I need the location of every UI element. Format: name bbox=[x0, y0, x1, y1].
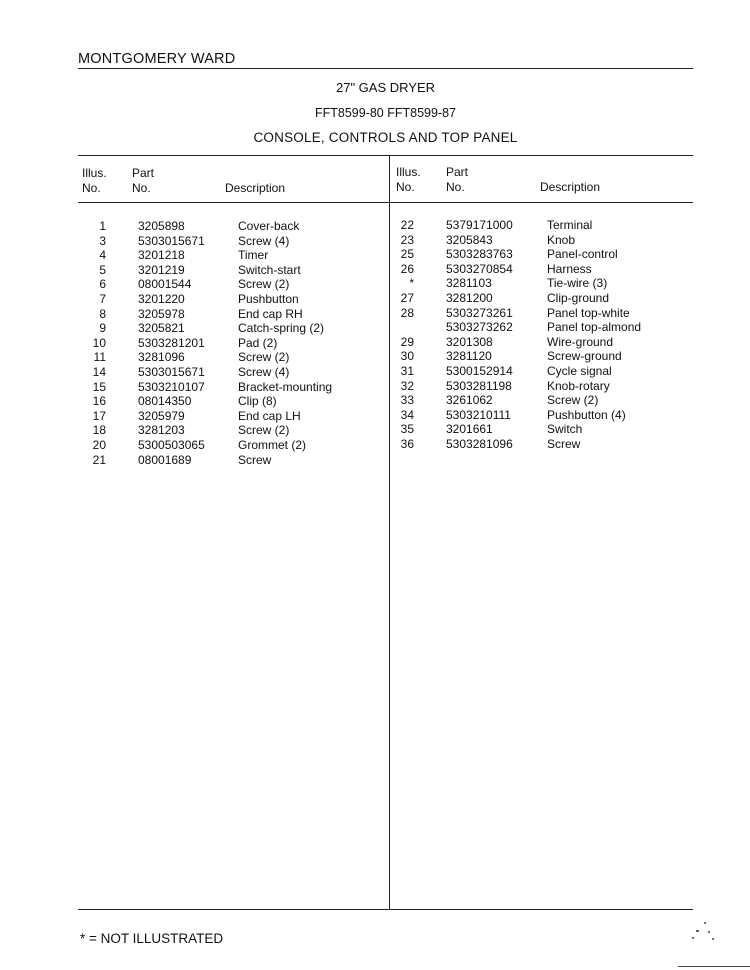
table-row bbox=[80, 307, 385, 322]
part-number: 3201220 bbox=[138, 292, 185, 306]
table-row bbox=[390, 233, 690, 248]
table-row bbox=[80, 438, 385, 453]
scan-speck bbox=[692, 937, 694, 939]
part-description: Grommet (2) bbox=[238, 438, 307, 452]
illus-number: 17 bbox=[92, 408, 106, 423]
part-number: 3205978 bbox=[138, 306, 185, 321]
part-number: 5303281198 bbox=[446, 378, 512, 393]
part-number: 3205898 bbox=[138, 219, 185, 233]
table-top-rule bbox=[78, 155, 693, 156]
header-illus-line1: Illus. bbox=[396, 165, 421, 179]
table-row bbox=[390, 349, 690, 364]
table-row bbox=[390, 422, 690, 437]
part-number: 3281096 bbox=[138, 350, 185, 365]
part-number: 3281200 bbox=[446, 291, 493, 305]
part-number: 3205821 bbox=[138, 321, 185, 336]
part-number: 3281103 bbox=[446, 276, 492, 291]
table-row bbox=[390, 306, 690, 321]
header-description: Description bbox=[225, 181, 286, 195]
part-description: Screw bbox=[547, 437, 581, 451]
part-number: 5303283763 bbox=[446, 247, 513, 262]
illus-number: 26 bbox=[400, 261, 414, 276]
part-number: 5300503065 bbox=[138, 438, 205, 452]
illus-number: 23 bbox=[400, 232, 414, 247]
table-bottom-rule bbox=[78, 909, 693, 910]
header-part-line2: No. bbox=[446, 180, 465, 194]
table-row bbox=[390, 218, 690, 233]
table-row bbox=[80, 321, 385, 336]
part-description: Screw (2) bbox=[238, 350, 290, 365]
part-number: 5303210107 bbox=[138, 379, 205, 394]
part-description: Switch-start bbox=[238, 262, 301, 277]
right-parts-list bbox=[390, 218, 690, 458]
part-number: 3201218 bbox=[138, 248, 185, 263]
part-description: Terminal bbox=[547, 218, 593, 232]
part-description: Switch bbox=[547, 422, 583, 437]
scan-speck bbox=[704, 922, 706, 924]
model-numbers: FFT8599-80 FFT8599-87 bbox=[314, 106, 457, 120]
part-number: 3201308 bbox=[446, 334, 493, 349]
illus-number: 18 bbox=[92, 423, 106, 438]
illus-number: 22 bbox=[400, 218, 414, 232]
illus-number: 36 bbox=[400, 437, 414, 451]
header-illus-line2: No. bbox=[396, 180, 415, 194]
illus-number: 21 bbox=[92, 452, 106, 467]
header-description: Description bbox=[540, 180, 601, 194]
table-row bbox=[390, 408, 690, 423]
part-number: 3201661 bbox=[446, 422, 493, 437]
illus-number: 33 bbox=[400, 393, 414, 408]
table-row bbox=[390, 291, 690, 306]
illus-number: 8 bbox=[99, 306, 106, 321]
illus-number: 20 bbox=[92, 438, 106, 452]
part-number: 5303273262 bbox=[446, 320, 513, 335]
table-row bbox=[80, 263, 385, 278]
part-description: Screw (4) bbox=[238, 365, 290, 379]
part-number: 3281203 bbox=[138, 423, 185, 438]
part-number: 08014350 bbox=[138, 394, 192, 409]
part-description: Knob bbox=[547, 232, 576, 247]
header-part bbox=[446, 165, 468, 195]
table-row bbox=[80, 248, 385, 263]
part-number: 3261062 bbox=[446, 393, 493, 408]
illus-number: 16 bbox=[92, 394, 106, 409]
part-description: Harness bbox=[547, 261, 592, 276]
header-part bbox=[132, 166, 154, 196]
illus-number: 5 bbox=[99, 262, 106, 277]
part-number: 5303270854 bbox=[446, 261, 513, 276]
part-number: 5303015671 bbox=[138, 233, 205, 248]
illus-number: 10 bbox=[92, 335, 106, 350]
table-row bbox=[80, 453, 385, 468]
part-number: 5303281201 bbox=[138, 335, 205, 350]
part-number: 5300152914 bbox=[446, 364, 513, 378]
illus-number: 6 bbox=[99, 277, 106, 292]
table-row bbox=[390, 276, 690, 291]
illus-number: 32 bbox=[400, 378, 414, 393]
illus-number: 25 bbox=[400, 247, 414, 262]
part-number: 08001544 bbox=[138, 277, 192, 292]
part-number: 3281120 bbox=[446, 349, 492, 364]
illus-number: * bbox=[409, 276, 414, 291]
left-header bbox=[82, 166, 382, 198]
corner-rule bbox=[678, 966, 750, 967]
header-illus-line1: Illus. bbox=[82, 166, 107, 180]
table-row bbox=[80, 234, 385, 249]
table-row bbox=[80, 336, 385, 351]
illus-number: 28 bbox=[400, 305, 414, 320]
part-description: Screw (2) bbox=[238, 277, 290, 292]
part-description: Catch-spring (2) bbox=[238, 321, 325, 336]
table-row bbox=[390, 379, 690, 394]
part-description: Screw (4) bbox=[238, 233, 290, 248]
header-rule bbox=[78, 68, 693, 69]
table-row bbox=[390, 437, 690, 452]
part-description: Pushbutton bbox=[238, 292, 299, 306]
part-description: Panel-control bbox=[547, 247, 618, 262]
illus-number: 3 bbox=[99, 233, 106, 248]
table-row bbox=[80, 394, 385, 409]
scan-speck bbox=[712, 938, 714, 940]
part-description: Panel top-almond bbox=[547, 320, 642, 335]
illus-number: 29 bbox=[400, 334, 414, 349]
header-part-line2: No. bbox=[132, 181, 151, 195]
illus-number: 35 bbox=[400, 422, 414, 437]
header-illus bbox=[82, 166, 107, 196]
part-description: End cap LH bbox=[238, 408, 301, 423]
scan-artifact bbox=[688, 922, 718, 944]
part-description: Panel top-white bbox=[547, 305, 630, 320]
scan-speck bbox=[708, 931, 710, 933]
part-number: 5303015671 bbox=[138, 365, 205, 379]
illus-number: 1 bbox=[99, 219, 106, 233]
table-row bbox=[80, 409, 385, 424]
table-row bbox=[80, 292, 385, 307]
header-underline bbox=[78, 202, 693, 203]
illus-number: 27 bbox=[400, 291, 414, 305]
illus-number: 15 bbox=[92, 379, 106, 394]
section-title: CONSOLE, CONTROLS AND TOP PANEL bbox=[253, 130, 518, 145]
part-number: 3205979 bbox=[138, 408, 185, 423]
part-description: Tie-wire (3) bbox=[547, 276, 608, 291]
illus-number: 7 bbox=[99, 292, 106, 306]
table-row bbox=[80, 423, 385, 438]
header-illus-line2: No. bbox=[82, 181, 101, 195]
header-illus bbox=[396, 165, 421, 195]
part-number: 3201219 bbox=[138, 262, 185, 277]
document-title: 27" GAS DRYER bbox=[335, 80, 436, 95]
illus-number: 30 bbox=[400, 349, 414, 364]
illus-number: 11 bbox=[93, 350, 106, 365]
part-description: Screw bbox=[238, 452, 272, 467]
table-row bbox=[390, 247, 690, 262]
header-part-line1: Part bbox=[132, 166, 155, 180]
part-number: 5303210111 bbox=[446, 407, 511, 422]
part-description: Pad (2) bbox=[238, 335, 278, 350]
part-number: 08001689 bbox=[138, 452, 192, 467]
table-row bbox=[80, 380, 385, 395]
illus-number: 14 bbox=[92, 365, 106, 379]
part-description: Screw-ground bbox=[547, 349, 622, 364]
part-description: Cover-back bbox=[238, 219, 300, 233]
illus-number: 34 bbox=[400, 407, 414, 422]
part-number: 3205843 bbox=[446, 232, 493, 247]
illus-number: 31 bbox=[400, 364, 414, 378]
illus-number: 9 bbox=[99, 321, 106, 336]
right-header bbox=[396, 165, 696, 197]
scan-speck bbox=[696, 930, 699, 932]
table-row bbox=[80, 365, 385, 380]
part-description: Screw (2) bbox=[547, 393, 599, 408]
table-row bbox=[390, 320, 690, 335]
part-description: Timer bbox=[238, 248, 269, 263]
table-row bbox=[80, 277, 385, 292]
part-description: Knob-rotary bbox=[547, 378, 610, 393]
illus-number: 4 bbox=[99, 248, 106, 263]
table-row bbox=[390, 335, 690, 350]
part-number: 5379171000 bbox=[446, 218, 513, 232]
header-part-line1: Part bbox=[446, 165, 469, 179]
table-row bbox=[390, 393, 690, 408]
table-row bbox=[80, 219, 385, 234]
footnote: * = NOT ILLUSTRATED bbox=[80, 931, 224, 946]
table-row bbox=[390, 262, 690, 277]
part-description: End cap RH bbox=[238, 306, 303, 321]
part-description: Wire-ground bbox=[547, 334, 614, 349]
part-description: Bracket-mounting bbox=[238, 379, 333, 394]
part-description: Clip (8) bbox=[238, 394, 277, 409]
left-parts-list bbox=[80, 219, 385, 479]
part-description: Cycle signal bbox=[547, 364, 612, 378]
part-description: Pushbutton (4) bbox=[547, 407, 626, 422]
table-row bbox=[390, 364, 690, 379]
part-number: 5303273261 bbox=[446, 305, 513, 320]
table-row bbox=[80, 350, 385, 365]
part-number: 5303281096 bbox=[446, 437, 513, 451]
part-description: Clip-ground bbox=[547, 291, 610, 305]
brand-name: MONTGOMERY WARD bbox=[78, 51, 236, 67]
part-description: Screw (2) bbox=[238, 423, 290, 438]
